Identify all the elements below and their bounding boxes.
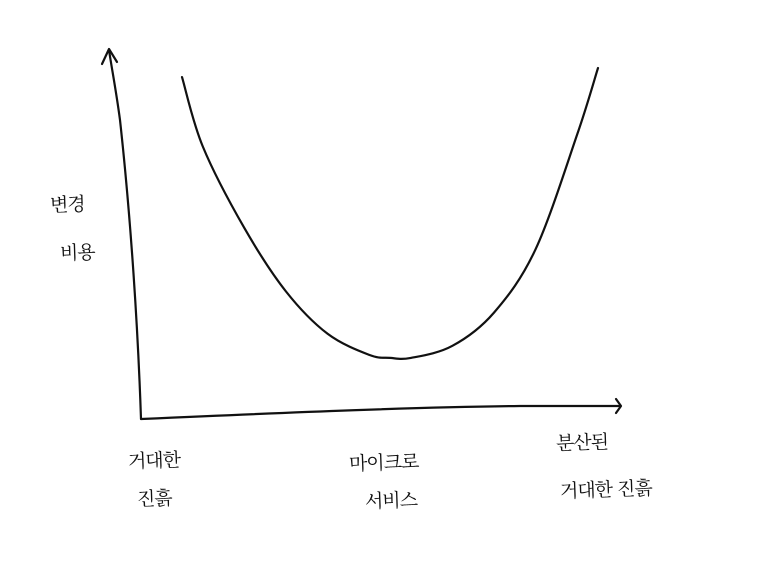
- category-label-distributed-mud-line-2: 거대한 진흙: [559, 477, 653, 503]
- ylabel-line-1: 변경: [49, 193, 86, 217]
- category-label-distributed-mud-line-1: 분산된: [555, 431, 609, 455]
- category-label-big-ball-of-mud-line-2: 진흙: [136, 487, 173, 511]
- ylabel-line-2: 비용: [59, 241, 96, 265]
- category-label-big-ball-of-mud-line-1: 거대한: [127, 449, 181, 473]
- cost-curve-line: [182, 68, 598, 359]
- category-label-microservices-line-2: 서비스: [364, 489, 418, 513]
- category-label-microservices-line-1: 마이크로: [348, 450, 419, 476]
- y-axis: [109, 50, 141, 419]
- x-axis: [141, 406, 620, 419]
